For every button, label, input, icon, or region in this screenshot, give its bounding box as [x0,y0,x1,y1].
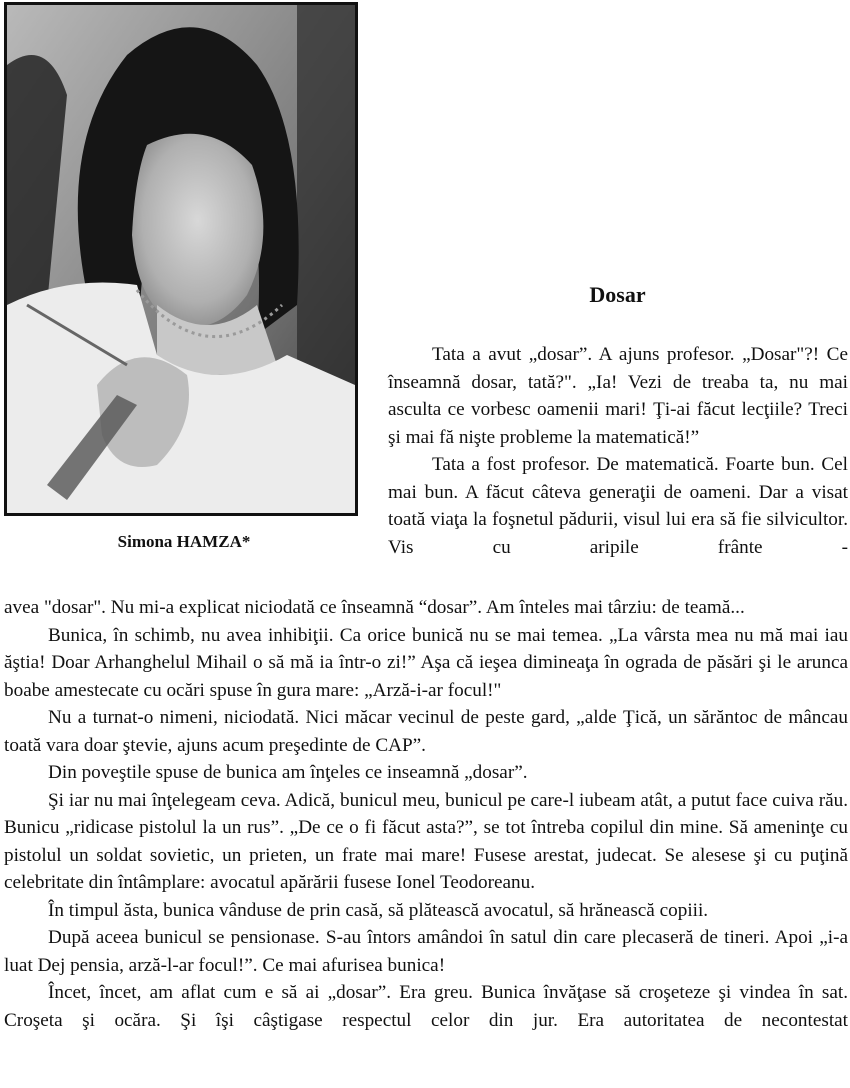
paragraph: Din poveştile spuse de bunica am înţeles ce inseamnă „dosar”. [48,762,528,783]
paragraph: Bunica, în schimb, nu avea inhibiţii. Ca orice bunică nu se mai temea. „La vârsta mea nu mă mai iau ăştia! Doar Arhanghelul Mihail o să mă ia într-o zi!” Aşa că ieşea dimineaţa în ograda de păsări şi le arunca boabe amestecate cu ocări spuse în gura mare: „Arză-i-ar focul!" [4,624,848,701]
article-body-narrow [388,341,848,561]
paragraph: Încet, încet, am aflat cum e să ai „dosar”. Era greu. Bunica învăţase să croşeteze şi vindea în sat. Croşeta şi ocăra. Şi îşi câştigase respectul celor din jur. Era autoritatea de necontestat [4,982,848,1031]
paragraph: Nu a turnat-o nimeni, niciodată. Nici măcar vecinul de peste gard, „alde Ţică, un sărăntoc de mâncau toată vara doar ştevie, ajuns acum preşedinte de CAP”. [4,707,848,756]
paragraph: În timpul ăsta, bunica vânduse de prin casă, să plătească avocatul, să hrănească copiii. [48,899,709,921]
author-photo [4,2,358,516]
photo-caption: Simona HAMZA* [117,532,251,551]
paragraph: Tata a fost profesor. De matematică. Foarte bun. Cel mai bun. A făcut câteva generaţii de oameni. Dar a visat toată viaţa la foşnetul pădurii, visul lui era să fie silvicultor. Vis cu aripile frânte - [388,454,848,558]
paragraph: avea "dosar". Nu mi-a explicat niciodată ce înseamnă “dosar”. Am înteles mai târziu: de teamă... [4,597,745,618]
paragraph: După aceea bunicul se pensionase. S-au întors amândoi în satul din care plecaseră de tineri. Apoi „i-a luat Dej pensia, arză-l-ar focul!”. Ce mai afurisea bunica! [4,927,848,976]
portrait-image [7,5,355,513]
article-title: Dosar [589,282,646,307]
article-body-wide [4,594,848,1034]
paragraph: Şi iar nu mai înţelegeam ceva. Adică, bunicul meu, bunicul pe care-l iubeam atât, a putut face cuiva rău. Bunicu „ridicase pistolul la un rus”. „De ce o fi făcut asta?”, se tot întreba copilul din mine. Să ameninţe cu pistolul un soldat sovietic, un prieten, un frate mai mare! Fusese arestat, judecat. Se alesese şi cu puţină celebritate din întâmplare: avocatul apărării fusese Ionel Teodoreanu. [4,789,848,893]
paragraph: Tata a avut „dosar”. A ajuns profesor. „Dosar"?! Ce înseamnă dosar, tată?". „Ia! Vezi de treaba ta, nu mai asculta ce vorbesc oamenii mari! Ţi-ai făcut lecţiile? Treci şi mai fă nişte probleme la matematică!” [388,344,848,448]
